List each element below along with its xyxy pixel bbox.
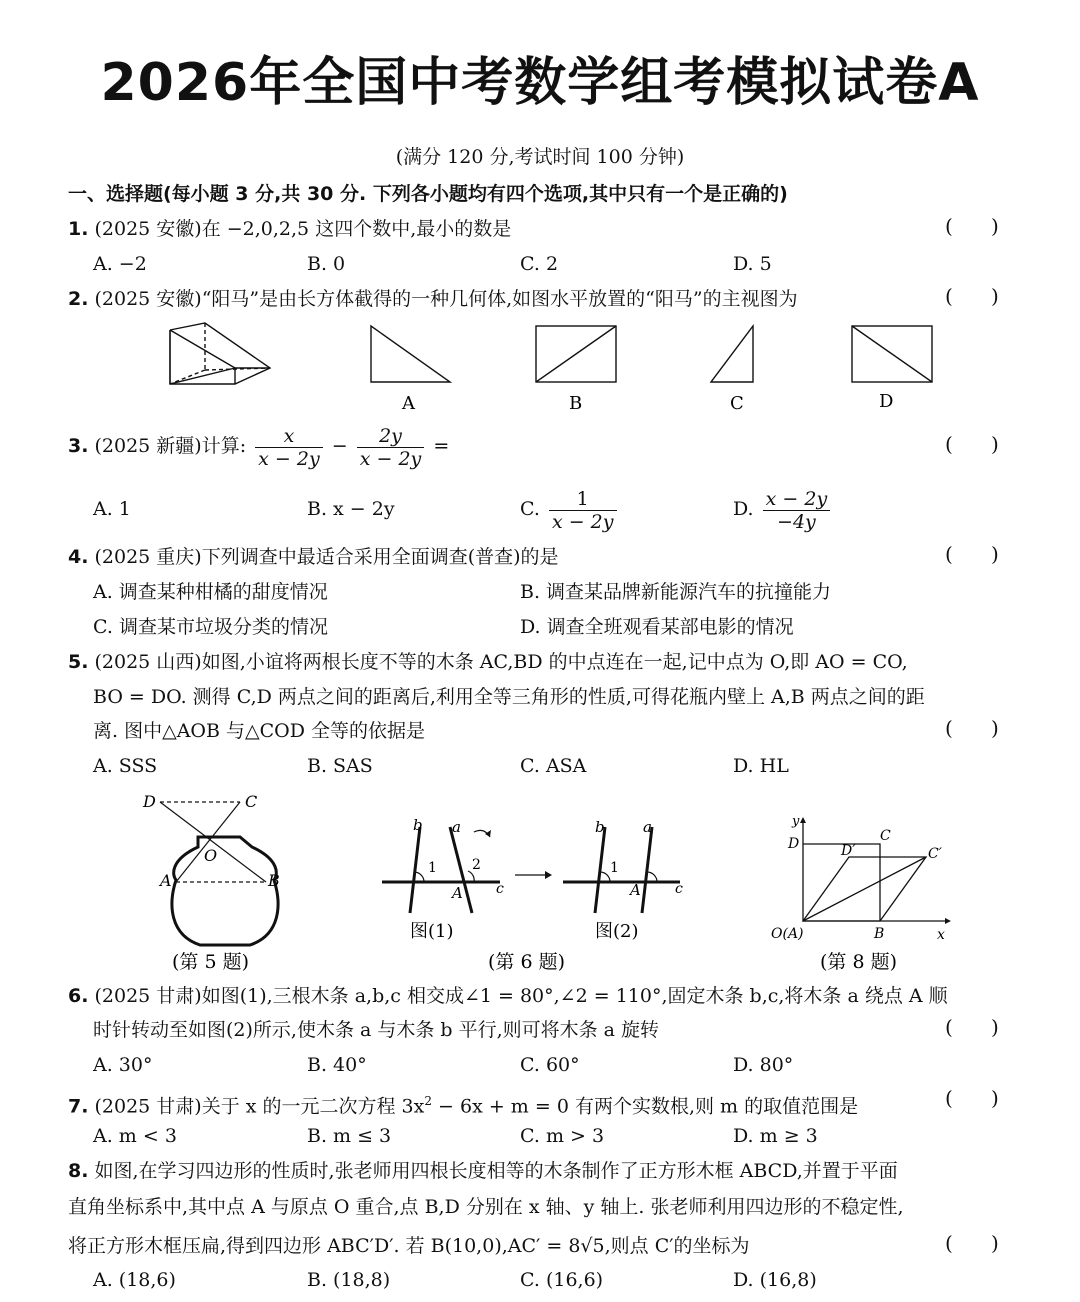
option-a: A. 1 — [93, 498, 131, 520]
option-b: B. x − 2y — [307, 498, 395, 520]
point-label-c: C — [880, 828, 891, 844]
question-2 — [68, 287, 798, 311]
point-label-d-prime: D′ — [841, 843, 856, 859]
figure-5-vase — [160, 802, 278, 945]
denominator: x − 2y — [258, 447, 320, 470]
figure-8-coordinate — [800, 817, 951, 924]
question-number: 5. — [68, 651, 89, 673]
yangma-3d-figure — [170, 323, 270, 384]
answer-blank: ( ) — [945, 284, 999, 308]
question-7 — [68, 1089, 858, 1118]
option-a: A. m < 3 — [93, 1125, 177, 1147]
answer-blank: ( ) — [945, 542, 999, 566]
answer-blank: ( ) — [945, 716, 999, 740]
option-d-figure — [852, 326, 932, 382]
line-label-b: b — [595, 818, 605, 836]
line-label-b: b — [413, 816, 423, 834]
question-stem: − 6x + m = 0 有两个实数根,则 m 的取值范围是 — [432, 1095, 859, 1118]
option-a: A. −2 — [93, 253, 147, 275]
point-label-b: B — [874, 926, 885, 942]
denominator: x − 2y — [551, 510, 614, 533]
option-b: B. m ≤ 3 — [307, 1125, 392, 1147]
exam-subtitle: (满分 120 分,考试时间 100 分钟) — [395, 146, 685, 168]
option-b: B. (18,8) — [307, 1269, 391, 1291]
option-c: C. ASA — [520, 755, 587, 777]
operator: = — [433, 435, 450, 457]
answer-blank: ( ) — [945, 1086, 999, 1110]
transform-arrow — [515, 871, 552, 879]
figure-6-subcaption-2: 图(2) — [595, 921, 639, 942]
question-stem-line: 时针转动至如图(2)所示,使木条 a 与木条 b 平行,则可将木条 a 旋转 — [93, 1019, 660, 1041]
option-d: D. 调查全班观看某部电影的情况 — [520, 616, 794, 638]
exponent: 2 — [424, 1094, 432, 1108]
q2-figures — [0, 315, 1080, 420]
option-label: D. — [733, 498, 754, 520]
fraction — [255, 425, 323, 470]
question-8 — [68, 1159, 898, 1183]
option-d-label: D — [879, 391, 894, 412]
figure-6-part-2 — [563, 827, 680, 913]
option-c: C. 2 — [520, 253, 559, 275]
point-label-c-prime: C′ — [928, 846, 942, 862]
option-b: B. 0 — [307, 253, 346, 275]
question-stem-line: 直角坐标系中,其中点 A 与原点 O 重合,点 B,D 分别在 x 轴、y 轴上. 张老师利用四边形的不稳定性, — [68, 1196, 904, 1218]
section-heading: 一、选择题(每小题 3 分,共 30 分. 下列各小题均有四个选项,其中只有一个是正确的) — [68, 183, 788, 205]
option-d: D. 80° — [733, 1054, 794, 1076]
question-stem-line: 如图,在学习四边形的性质时,张老师用四根长度相等的木条制作了正方形木框 ABCD,并置于平面 — [94, 1160, 898, 1182]
point-label-c: C — [245, 792, 258, 811]
question-stem: (2025 新疆)计算: — [94, 435, 247, 457]
point-label-a: A — [160, 871, 172, 890]
fraction — [357, 425, 425, 470]
question-3 — [68, 422, 449, 470]
line-label-a: a — [643, 818, 652, 836]
question-stem: (2025 甘肃)关于 x 的一元二次方程 3x — [94, 1095, 425, 1118]
operator: − — [331, 435, 348, 457]
origin-label: O(A) — [771, 926, 804, 942]
axis-label-x: x — [937, 927, 945, 943]
page-title: 2026年全国中考数学组考模拟试卷A — [100, 53, 980, 113]
numerator: x − 2y — [763, 488, 831, 511]
numerator: 1 — [549, 488, 617, 511]
point-label-d: D — [143, 792, 156, 811]
option-d — [733, 485, 833, 533]
figure-8-caption: (第 8 题) — [820, 951, 897, 973]
line-label-c: c — [675, 881, 683, 897]
point-label-b: B — [268, 871, 280, 890]
figure-6-subcaption-1: 图(1) — [410, 921, 454, 942]
point-label-a: A — [630, 881, 641, 899]
axis-label-y: y — [792, 814, 800, 829]
answer-blank: ( ) — [945, 1015, 999, 1039]
option-label: C. — [520, 498, 540, 520]
question-stem-line: 将正方形木框压扁,得到四边形 ABC′D′. 若 B(10,0),AC′ = 8√5,则点 C′的坐标为 — [68, 1235, 750, 1257]
option-a: A. (18,6) — [93, 1269, 176, 1291]
question-number: 4. — [68, 546, 89, 568]
denominator: x − 2y — [359, 447, 422, 470]
question-stem-line: 离. 图中△AOB 与△COD 全等的依据是 — [93, 720, 425, 742]
question-number: 7. — [68, 1095, 89, 1118]
option-c: C. m > 3 — [520, 1125, 605, 1147]
denominator: −4y — [777, 510, 816, 533]
angle-label-1: 1 — [610, 860, 619, 876]
option-b: B. 40° — [307, 1054, 367, 1076]
question-number: 8. — [68, 1160, 89, 1182]
numerator: x — [255, 425, 323, 448]
option-c — [520, 485, 620, 533]
option-c: C. 60° — [520, 1054, 580, 1076]
point-label-a: A — [452, 884, 463, 902]
question-1 — [68, 217, 511, 241]
option-d: D. m ≥ 3 — [733, 1125, 818, 1147]
question-stem-line: BO = DO. 测得 C,D 两点之间的距离后,利用全等三角形的性质,可得花瓶内壁上 A,B 两点之间的距 — [93, 686, 925, 708]
figure-5-caption: (第 5 题) — [172, 951, 249, 973]
option-d: D. HL — [733, 755, 789, 777]
question-stem-line: (2025 山西)如图,小谊将两根长度不等的木条 AC,BD 的中点连在一起,记中点为 O,即 AO = CO, — [94, 651, 908, 673]
answer-blank: ( ) — [945, 432, 999, 456]
option-c-label: C — [730, 393, 744, 414]
answer-blank: ( ) — [945, 214, 999, 238]
option-d: D. 5 — [733, 253, 772, 275]
fraction — [549, 488, 617, 533]
option-a-label: A — [402, 393, 415, 414]
line-label-c: c — [496, 881, 504, 897]
question-number: 3. — [68, 435, 89, 457]
question-stem: (2025 安徽)在 −2,0,2,5 这四个数中,最小的数是 — [94, 218, 512, 240]
fraction — [763, 488, 831, 533]
option-a-figure — [371, 326, 450, 382]
question-number: 2. — [68, 288, 89, 310]
figure-6-part-1 — [382, 827, 500, 913]
option-b: B. 调查某品牌新能源汽车的抗撞能力 — [520, 581, 832, 603]
option-a: A. 调查某种柑橘的甜度情况 — [93, 581, 328, 603]
option-a: A. 30° — [93, 1054, 153, 1076]
question-number: 6. — [68, 985, 89, 1007]
option-b: B. SAS — [307, 755, 373, 777]
option-c: C. (16,6) — [520, 1269, 604, 1291]
option-d: D. (16,8) — [733, 1269, 817, 1291]
line-label-a: a — [452, 818, 461, 836]
question-5 — [68, 650, 908, 674]
option-c-figure — [711, 326, 753, 382]
figures-row — [0, 785, 1080, 980]
option-b-label: B — [569, 393, 583, 414]
question-6 — [68, 984, 948, 1008]
numerator: 2y — [357, 425, 425, 448]
answer-blank: ( ) — [945, 1231, 999, 1255]
option-c: C. 调查某市垃圾分类的情况 — [93, 616, 328, 638]
figure-6-caption: (第 6 题) — [488, 951, 565, 973]
option-b-figure — [536, 326, 616, 382]
question-stem: (2025 重庆)下列调查中最适合采用全面调查(普查)的是 — [94, 546, 559, 568]
question-stem-line: (2025 甘肃)如图(1),三根木条 a,b,c 相交成∠1 = 80°,∠2 = 110°,固定木条 b,c,将木条 a 绕点 A 顺 — [94, 985, 948, 1007]
option-a: A. SSS — [93, 755, 158, 777]
point-label-d: D — [788, 836, 800, 852]
question-4 — [68, 545, 559, 569]
angle-label-2: 2 — [472, 857, 481, 873]
point-label-o: O — [204, 846, 218, 865]
angle-label-1: 1 — [428, 860, 437, 876]
question-number: 1. — [68, 218, 89, 240]
question-stem: (2025 安徽)“阳马”是由长方体截得的一种几何体,如图水平放置的“阳马”的主视图为 — [94, 288, 798, 310]
